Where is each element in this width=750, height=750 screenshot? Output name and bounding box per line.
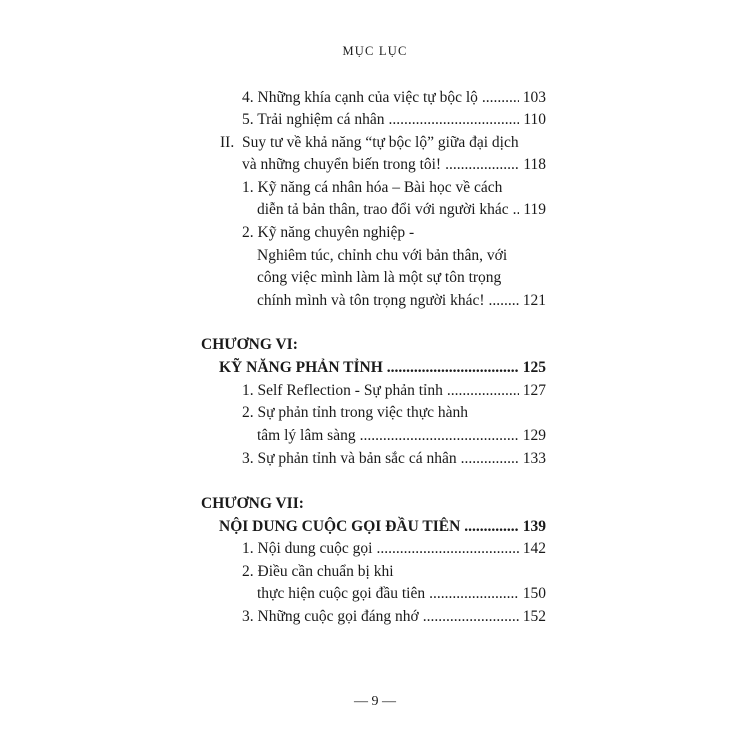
toc-entry-title: 3. Sự phản tỉnh và bản sắc cá nhân — [242, 450, 457, 467]
toc-entry — [257, 291, 546, 311]
toc-entry-title: 1. Self Reflection - Sự phản tỉnh — [242, 382, 443, 399]
toc-entry — [257, 200, 546, 220]
toc-entry-page: 133 — [522, 450, 546, 467]
page-title: MỤC LỤC — [342, 44, 408, 58]
toc-entry-page: 129 — [522, 427, 546, 444]
leader-dots — [387, 358, 519, 378]
chapter-title-entry — [219, 358, 546, 378]
toc-entry — [257, 426, 546, 446]
toc-entry-title: tâm lý lâm sàng — [257, 427, 356, 444]
toc-entry-title: 1. Nội dung cuộc gọi — [242, 540, 373, 557]
toc-entry-title: diễn tả bản thân, trao đổi với người khác — [257, 201, 509, 218]
toc-entry-title: Nghiêm túc, chỉnh chu với bản thân, với — [257, 247, 508, 264]
toc-section-number: II. — [220, 134, 235, 151]
toc-entry-page: 119 — [523, 201, 546, 218]
toc-entry — [242, 381, 546, 401]
toc-entry-page: 152 — [522, 608, 546, 625]
toc-entry — [242, 539, 546, 559]
leader-dots — [447, 381, 519, 401]
toc-entry-page: 150 — [522, 585, 546, 602]
toc-entry — [242, 449, 546, 469]
chapter-title: NỘI DUNG CUỘC GỌI ĐẦU TIÊN — [219, 518, 461, 535]
leader-dots — [482, 88, 519, 108]
toc-entry-title: 1. Kỹ năng cá nhân hóa – Bài học về cách — [242, 179, 503, 196]
toc-entry-title: 2. Kỹ năng chuyên nghiệp - — [242, 224, 415, 241]
toc-entry-title: 5. Trải nghiệm cá nhân — [242, 111, 385, 128]
chapter-page: 125 — [522, 359, 546, 376]
toc-entry-page: 118 — [523, 156, 546, 173]
leader-dots — [464, 517, 518, 537]
leader-dots — [513, 200, 520, 220]
chapter-title: KỸ NĂNG PHẢN TỈNH — [219, 359, 383, 376]
page-number: — 9 — — [354, 694, 396, 709]
toc-entry-title: công việc mình làm là một sự tôn trọng — [257, 269, 502, 286]
toc-entry — [257, 584, 546, 604]
leader-dots — [489, 291, 519, 311]
chapter-page: 139 — [522, 518, 546, 535]
leader-dots — [376, 539, 518, 559]
toc-entry-title: 2. Sự phản tỉnh trong việc thực hành — [242, 404, 469, 421]
toc-entry-page: 110 — [523, 111, 546, 128]
leader-dots — [461, 449, 519, 469]
leader-dots — [389, 110, 520, 130]
toc-entry-title: Suy tư về khả năng “tự bộc lộ” giữa đại dịch — [242, 134, 519, 151]
toc-entry-page: 127 — [522, 382, 546, 399]
toc-entry-title: 3. Những cuộc gọi đáng nhớ — [242, 608, 419, 625]
leader-dots — [423, 607, 519, 627]
toc-entry — [242, 110, 546, 130]
leader-dots — [445, 155, 519, 175]
toc-entry-page: 121 — [522, 292, 546, 309]
toc-entry-title: chính mình và tôn trọng người khác! — [257, 292, 485, 309]
leader-dots — [429, 584, 519, 604]
chapter-title-entry — [219, 517, 546, 537]
toc-entry-title: 2. Điều cần chuẩn bị khi — [242, 563, 394, 580]
toc-entry — [242, 607, 546, 627]
toc-entry-title: 4. Những khía cạnh của việc tự bộc lộ — [242, 89, 478, 106]
toc-entry-title: thực hiện cuộc gọi đầu tiên — [257, 585, 426, 602]
leader-dots — [360, 426, 519, 446]
toc-entry — [242, 88, 546, 108]
toc-entry-page: 103 — [522, 89, 546, 106]
chapter-heading: CHƯƠNG VI: — [201, 336, 298, 353]
chapter-heading: CHƯƠNG VII: — [201, 495, 304, 512]
toc-entry-title: và những chuyển biến trong tôi! — [242, 156, 442, 173]
toc-entry-page: 142 — [522, 540, 546, 557]
toc-entry — [242, 155, 546, 175]
